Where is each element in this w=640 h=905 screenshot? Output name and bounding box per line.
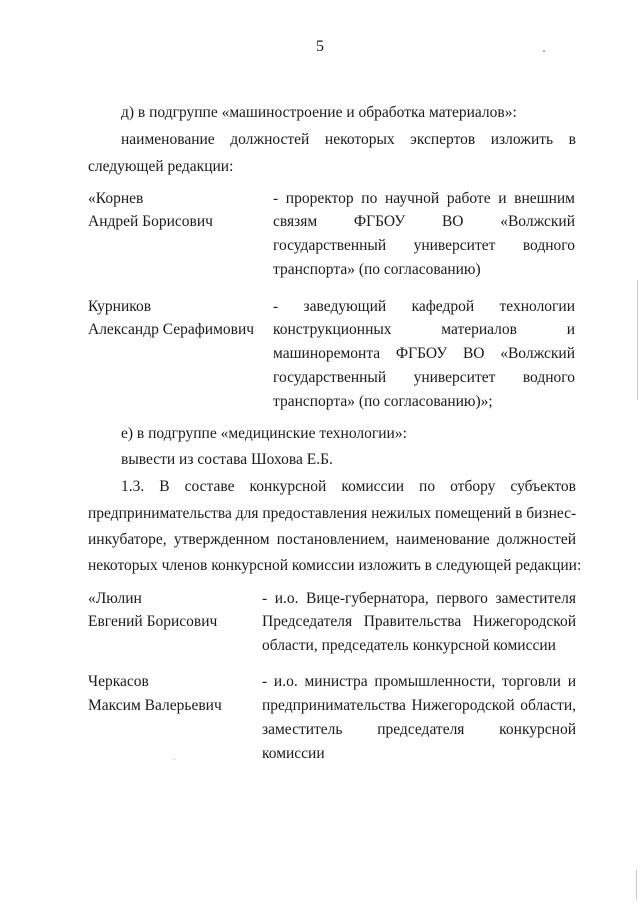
expert-position-line: конструкционных материалов и [273,321,575,338]
expert-position-line: - заведующий кафедрой технологии [273,298,575,315]
commission-member-name: Евгений Борисович [88,613,218,630]
expert-position-line: транспорта» (по согласованию)»; [273,393,493,410]
expert-position-line: связям ФГБОУ ВО «Волжский [273,213,575,230]
commission-position-line: предпринимательства Нижегородской области, [262,697,576,714]
commission-position-line: - и.о. Вице-губернатора, первого заместителя [262,590,576,607]
commission-position-line: комиссии [262,745,325,762]
subgroup-e-heading: е) в подгруппе «медицинские технологии»: [121,425,407,442]
commission-position-line: Председателя Правительства Нижегородской [262,613,576,630]
remove-member-text: вывести из состава Шохова Е.Б. [121,451,333,468]
commission-position-line: - и.о. министра промышленности, торговли и [262,673,576,690]
expert-name: Александр Серафимович [88,321,255,338]
section-1-3-line-4: некоторых членов конкурсной комиссии изложить в следующей редакции: [88,557,582,574]
section-1-3-line-1: 1.3. В составе конкурсной комиссии по отбору субъектов [121,478,576,495]
section-1-3-line-3: инкубаторе, утвержденном постановлением, наименование должностей [88,531,576,548]
expert-name: Андрей Борисович [88,213,213,230]
scan-speck [174,759,175,760]
subgroup-d-heading: д) в подгруппе «машиностроение и обработка материалов»: [121,104,517,121]
expert-surname: «Корнев [88,190,144,207]
expert-position-line: машиноремонта ФГБОУ ВО «Волжский [273,345,575,362]
commission-position-line: заместитель председателя конкурсной [262,721,576,738]
commission-member-name: Максим Валерьевич [88,697,222,714]
page-number: 5 [316,38,324,55]
commission-member-surname: Черкасов [88,673,149,690]
scan-edge-mark [637,280,638,400]
expert-surname: Курников [88,298,152,315]
expert-position-line: - проректор по научной работе и внешним [273,190,575,207]
intro-d-line-1: наименование должностей некоторых экспертов изложить в [121,131,576,148]
expert-position-line: государственный университет водного [273,369,575,386]
commission-member-surname: «Люлин [88,590,142,607]
expert-position-line: государственный университет водного [273,237,575,254]
scan-speck [543,50,545,52]
commission-position-line: области, председатель конкурсной комиссии [262,637,556,654]
scan-edge-mark [636,870,637,900]
expert-position-line: транспорта» (по согласованию) [273,261,481,278]
intro-d-line-2: следующей редакции: [88,158,234,175]
section-1-3-line-2: предпринимательства для предоставления нежилых помещений в бизнес- [88,505,577,522]
